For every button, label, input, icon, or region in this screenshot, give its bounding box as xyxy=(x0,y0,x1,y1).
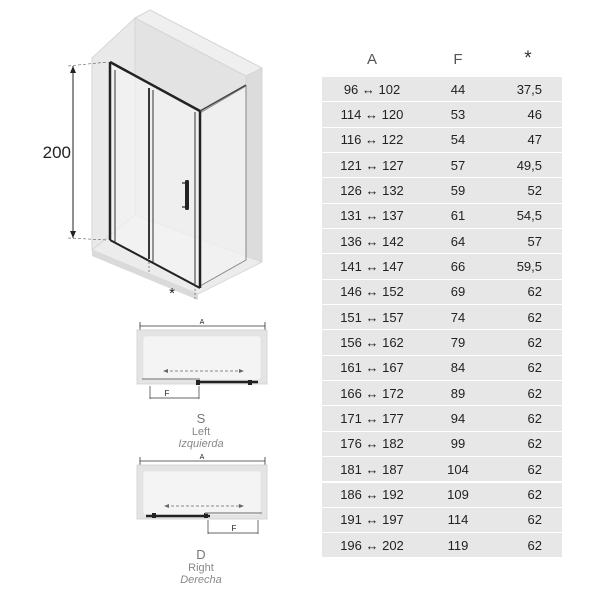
range-cell: 126 ↔ 132 xyxy=(340,183,404,199)
range-cell: 136 ↔ 142 xyxy=(340,233,404,249)
range-cell: 171 ↔ 177 xyxy=(340,411,404,427)
table-row xyxy=(322,153,562,177)
f-cell: 89 xyxy=(450,385,466,401)
plan-left-code: S xyxy=(196,411,206,426)
star-cell: 46 xyxy=(527,106,542,122)
range-cell: 156 ↔ 162 xyxy=(340,335,404,351)
f-cell: 79 xyxy=(450,335,466,351)
star-cell: 62 xyxy=(527,335,542,351)
star-cell: 57 xyxy=(527,233,542,249)
table-header xyxy=(322,41,562,77)
plan-left-name-en: Left xyxy=(191,426,211,438)
table-row xyxy=(322,229,562,253)
table-row xyxy=(322,533,562,557)
f-cell: 66 xyxy=(450,259,466,275)
range-cell: 196 ↔ 202 xyxy=(340,537,404,553)
star-cell: 62 xyxy=(527,537,542,553)
shower-enclosure-illustration xyxy=(43,10,262,302)
range-cell: 116 ↔ 122 xyxy=(340,132,404,148)
table-row xyxy=(322,77,562,101)
f-cell: 44 xyxy=(450,81,466,97)
f-cell: 119 xyxy=(447,537,469,553)
range-cell: 191 ↔ 197 xyxy=(340,512,404,528)
header-a: A xyxy=(366,50,377,68)
size-table xyxy=(322,41,562,559)
plan-view-left xyxy=(137,319,267,399)
f-cell: 99 xyxy=(450,436,466,452)
table-row xyxy=(322,406,562,430)
star-cell: 62 xyxy=(527,309,542,325)
star-cell: 62 xyxy=(527,360,542,376)
range-cell: 146 ↔ 152 xyxy=(340,284,404,300)
star-cell: 62 xyxy=(527,385,542,401)
plan-right-name-en: Right xyxy=(188,562,214,574)
table-row xyxy=(322,432,562,456)
table-row xyxy=(322,280,562,304)
plan-left-dim-a: A xyxy=(199,319,205,326)
range-cell: 166 ↔ 172 xyxy=(340,385,404,401)
plan-left-name-es: Izquierda xyxy=(178,438,224,450)
star-cell: 49,5 xyxy=(516,157,542,173)
star-cell: 62 xyxy=(527,436,542,452)
plan-left-caption xyxy=(171,412,231,450)
plan-right-name-es: Derecha xyxy=(180,574,222,586)
star-cell: 37,5 xyxy=(516,81,542,97)
star-cell: 54,5 xyxy=(516,208,542,224)
f-cell: 69 xyxy=(450,284,466,300)
range-cell: 131 ↔ 137 xyxy=(340,208,404,224)
f-cell: 104 xyxy=(447,461,469,477)
star-cell: 59,5 xyxy=(516,259,542,275)
f-cell: 109 xyxy=(447,487,469,503)
plan-right-dim-a: A xyxy=(199,454,205,461)
range-cell: 181 ↔ 187 xyxy=(340,461,404,477)
handle-icon xyxy=(185,180,189,210)
plan-right-code: D xyxy=(196,547,206,562)
plan-right-dim-f: F xyxy=(231,524,237,533)
header-star: * xyxy=(524,48,532,69)
header-f: F xyxy=(453,50,463,68)
range-cell: 114 ↔ 120 xyxy=(340,106,404,122)
range-cell: 96 ↔ 102 xyxy=(343,81,401,97)
star-cell: 47 xyxy=(527,132,542,148)
f-cell: 54 xyxy=(450,132,466,148)
f-cell: 53 xyxy=(450,106,466,122)
table-row xyxy=(322,204,562,228)
plan-right-caption xyxy=(171,548,231,586)
f-cell: 61 xyxy=(450,208,466,224)
table-row xyxy=(322,483,562,507)
table-row xyxy=(322,305,562,329)
f-cell: 59 xyxy=(450,183,466,199)
side-marker: * xyxy=(169,285,175,302)
table-row xyxy=(322,254,562,278)
table-row xyxy=(322,102,562,126)
table-body xyxy=(322,77,562,557)
table-row xyxy=(322,356,562,380)
plan-left-dim-f: F xyxy=(164,389,170,398)
range-cell: 161 ↔ 167 xyxy=(340,360,404,376)
range-cell: 186 ↔ 192 xyxy=(340,487,404,503)
star-cell: 62 xyxy=(527,411,542,427)
f-cell: 84 xyxy=(450,360,466,376)
table-row xyxy=(322,330,562,354)
plan-view-right xyxy=(137,454,267,534)
range-cell: 121 ↔ 127 xyxy=(340,157,404,173)
f-cell: 57 xyxy=(450,157,466,173)
star-cell: 62 xyxy=(527,461,542,477)
f-cell: 64 xyxy=(450,233,466,249)
table-row xyxy=(322,457,562,481)
f-cell: 94 xyxy=(450,411,466,427)
f-cell: 114 xyxy=(447,512,469,528)
table-row xyxy=(322,128,562,152)
star-cell: 62 xyxy=(527,512,542,528)
range-cell: 176 ↔ 182 xyxy=(340,436,404,452)
range-cell: 151 ↔ 157 xyxy=(340,309,404,325)
star-cell: 62 xyxy=(527,487,542,503)
table-row xyxy=(322,178,562,202)
star-cell: 52 xyxy=(527,183,542,199)
table-row xyxy=(322,381,562,405)
range-cell: 141 ↔ 147 xyxy=(340,259,404,275)
table-row xyxy=(322,508,562,532)
height-label: 200 xyxy=(42,143,71,162)
star-cell: 62 xyxy=(527,284,542,300)
f-cell: 74 xyxy=(450,309,466,325)
